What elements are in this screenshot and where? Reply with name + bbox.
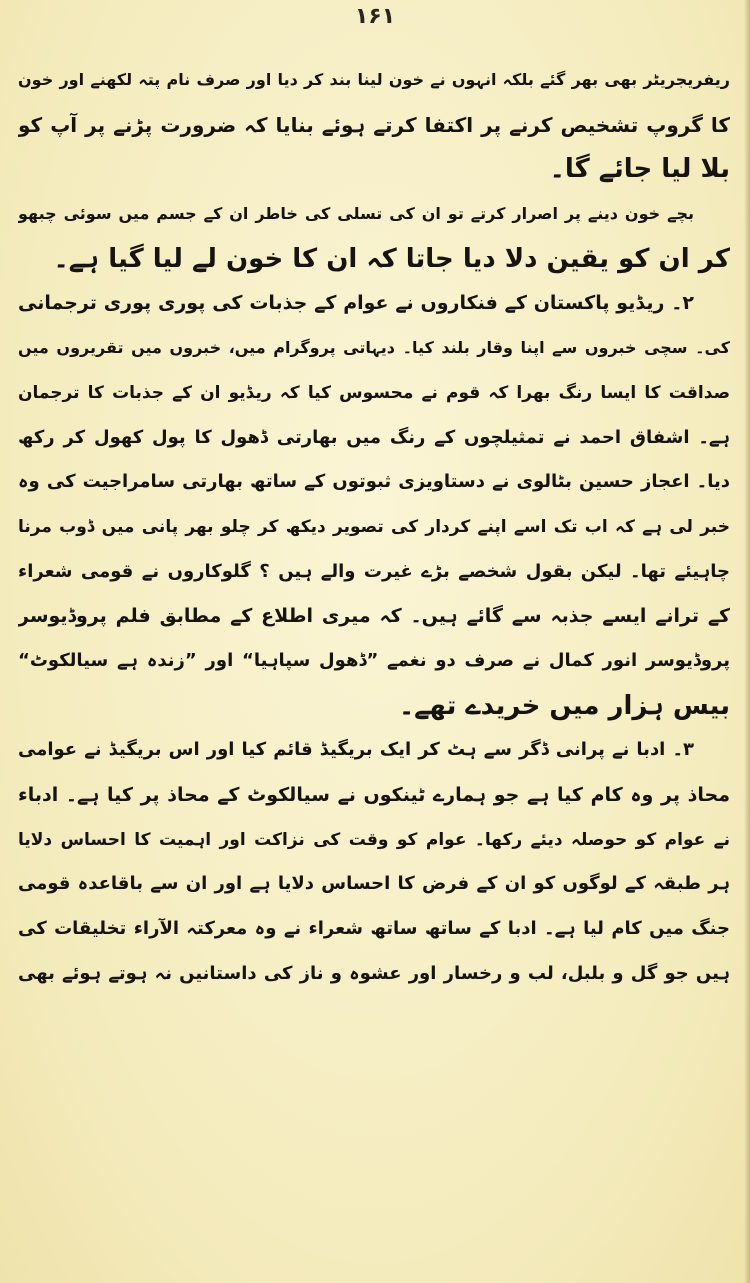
- text-line: ہیں جو گل و بلبل، لب و رخسار اور عشوہ و ناز کی داستانیں نہ ہوتے ہوئے بھی: [18, 962, 730, 984]
- text-line: کر ان کو یقین دلا دیا جاتا کہ ان کا خون لے لیا گیا ہے۔: [53, 243, 730, 274]
- page-edge-shadow: [744, 0, 750, 1283]
- text-line: محاذ پر وہ کام کیا ہے جو ہمارے ٹینکوں نے سیالکوٹ کے محاذ پر کیا ہے۔ ادباء: [18, 784, 730, 806]
- text-line: کی۔ سچی خبروں سے اپنا وقار بلند کیا۔ دیہاتی پروگرام میں، خبروں میں تقریروں میں: [18, 338, 730, 358]
- text-line: دیا۔ اعجاز حسین بٹالوی نے دستاویزی ثبوتوں کے ساتھ بھارتی سامراجیت کی وہ: [18, 471, 730, 493]
- text-line: خبر لی ہے کہ اب تک اسے اپنے کردار کی تصویر دیکھ کر چلو بھر پانی میں ڈوب مرنا: [18, 516, 730, 537]
- text-line: بلا لیا جائے گا۔: [549, 154, 730, 185]
- text-line: جنگ میں کام لیا ہے۔ ادبا کے ساتھ ساتھ شعراء نے وہ معرکتہ الآراء تخلیقات کی: [18, 918, 730, 940]
- text-line: ریفریجریٹر بھی بھر گئے بلکہ انہوں نے خون لینا بند کر دیا اور صرف نام پتہ لکھنے اور خون: [18, 70, 730, 89]
- text-line: ہر طبقہ کے لوگوں کو ان کے فرض کا احساس دلایا ہے اور ان سے باقاعدہ قومی: [18, 873, 730, 895]
- page-number: ۱۶۱: [354, 4, 396, 29]
- text-line: کا گروپ تشخیص کرنے پر اکتفا کرتے ہوئے بنایا کہ ضرورت پڑنے پر آپ کو: [18, 112, 730, 137]
- text-line: صداقت کا ایسا رنگ بھرا کہ قوم نے محسوس کیا کہ ریڈیو ان کے جذبات کا ترجمان: [18, 382, 730, 403]
- text-line: ہے۔ اشفاق احمد نے تمثیلچوں کے رنگ میں بھارتی ڈھول کا پول کھول کر رکھ: [18, 426, 730, 448]
- text-line: بچے خون دینے پر اصرار کرتے تو ان کی تسلی کی خاطر ان کے جسم میں سوئی چبھو: [18, 204, 694, 224]
- text-line: بیس ہزار میں خریدے تھے۔: [398, 690, 730, 721]
- text-line: پروڈیوسر انور کمال نے صرف دو نغمے ”ڈھول سپاہیا“ اور ”زندہ ہے سیالکوٹ“: [18, 649, 730, 671]
- text-line: نے عوام کو حوصلہ دیئے رکھا۔ عوام کو وقت کی نزاکت اور اہمیت کا احساس دلایا: [18, 829, 730, 850]
- text-line: ۲۔ ریڈیو پاکستان کے فنکاروں نے عوام کے جذبات کی پوری پوری ترجمانی: [18, 292, 694, 315]
- page-text-body: [18, 58, 730, 996]
- text-line: کے ترانے ایسے جذبہ سے گائے ہیں۔ کہ میری اطلاع کے مطابق فلم پروڈیوسر: [18, 605, 730, 628]
- text-line: چاہیئے تھا۔ لیکن بقول شخصے بڑے غیرت والے ہیں ؟ گلوکاروں نے قومی شعراء: [18, 560, 730, 582]
- text-line: ۳۔ ادبا نے پرانی ڈگر سے ہٹ کر ایک بریگیڈ قائم کیا اور اس بریگیڈ نے عوامی: [18, 739, 694, 761]
